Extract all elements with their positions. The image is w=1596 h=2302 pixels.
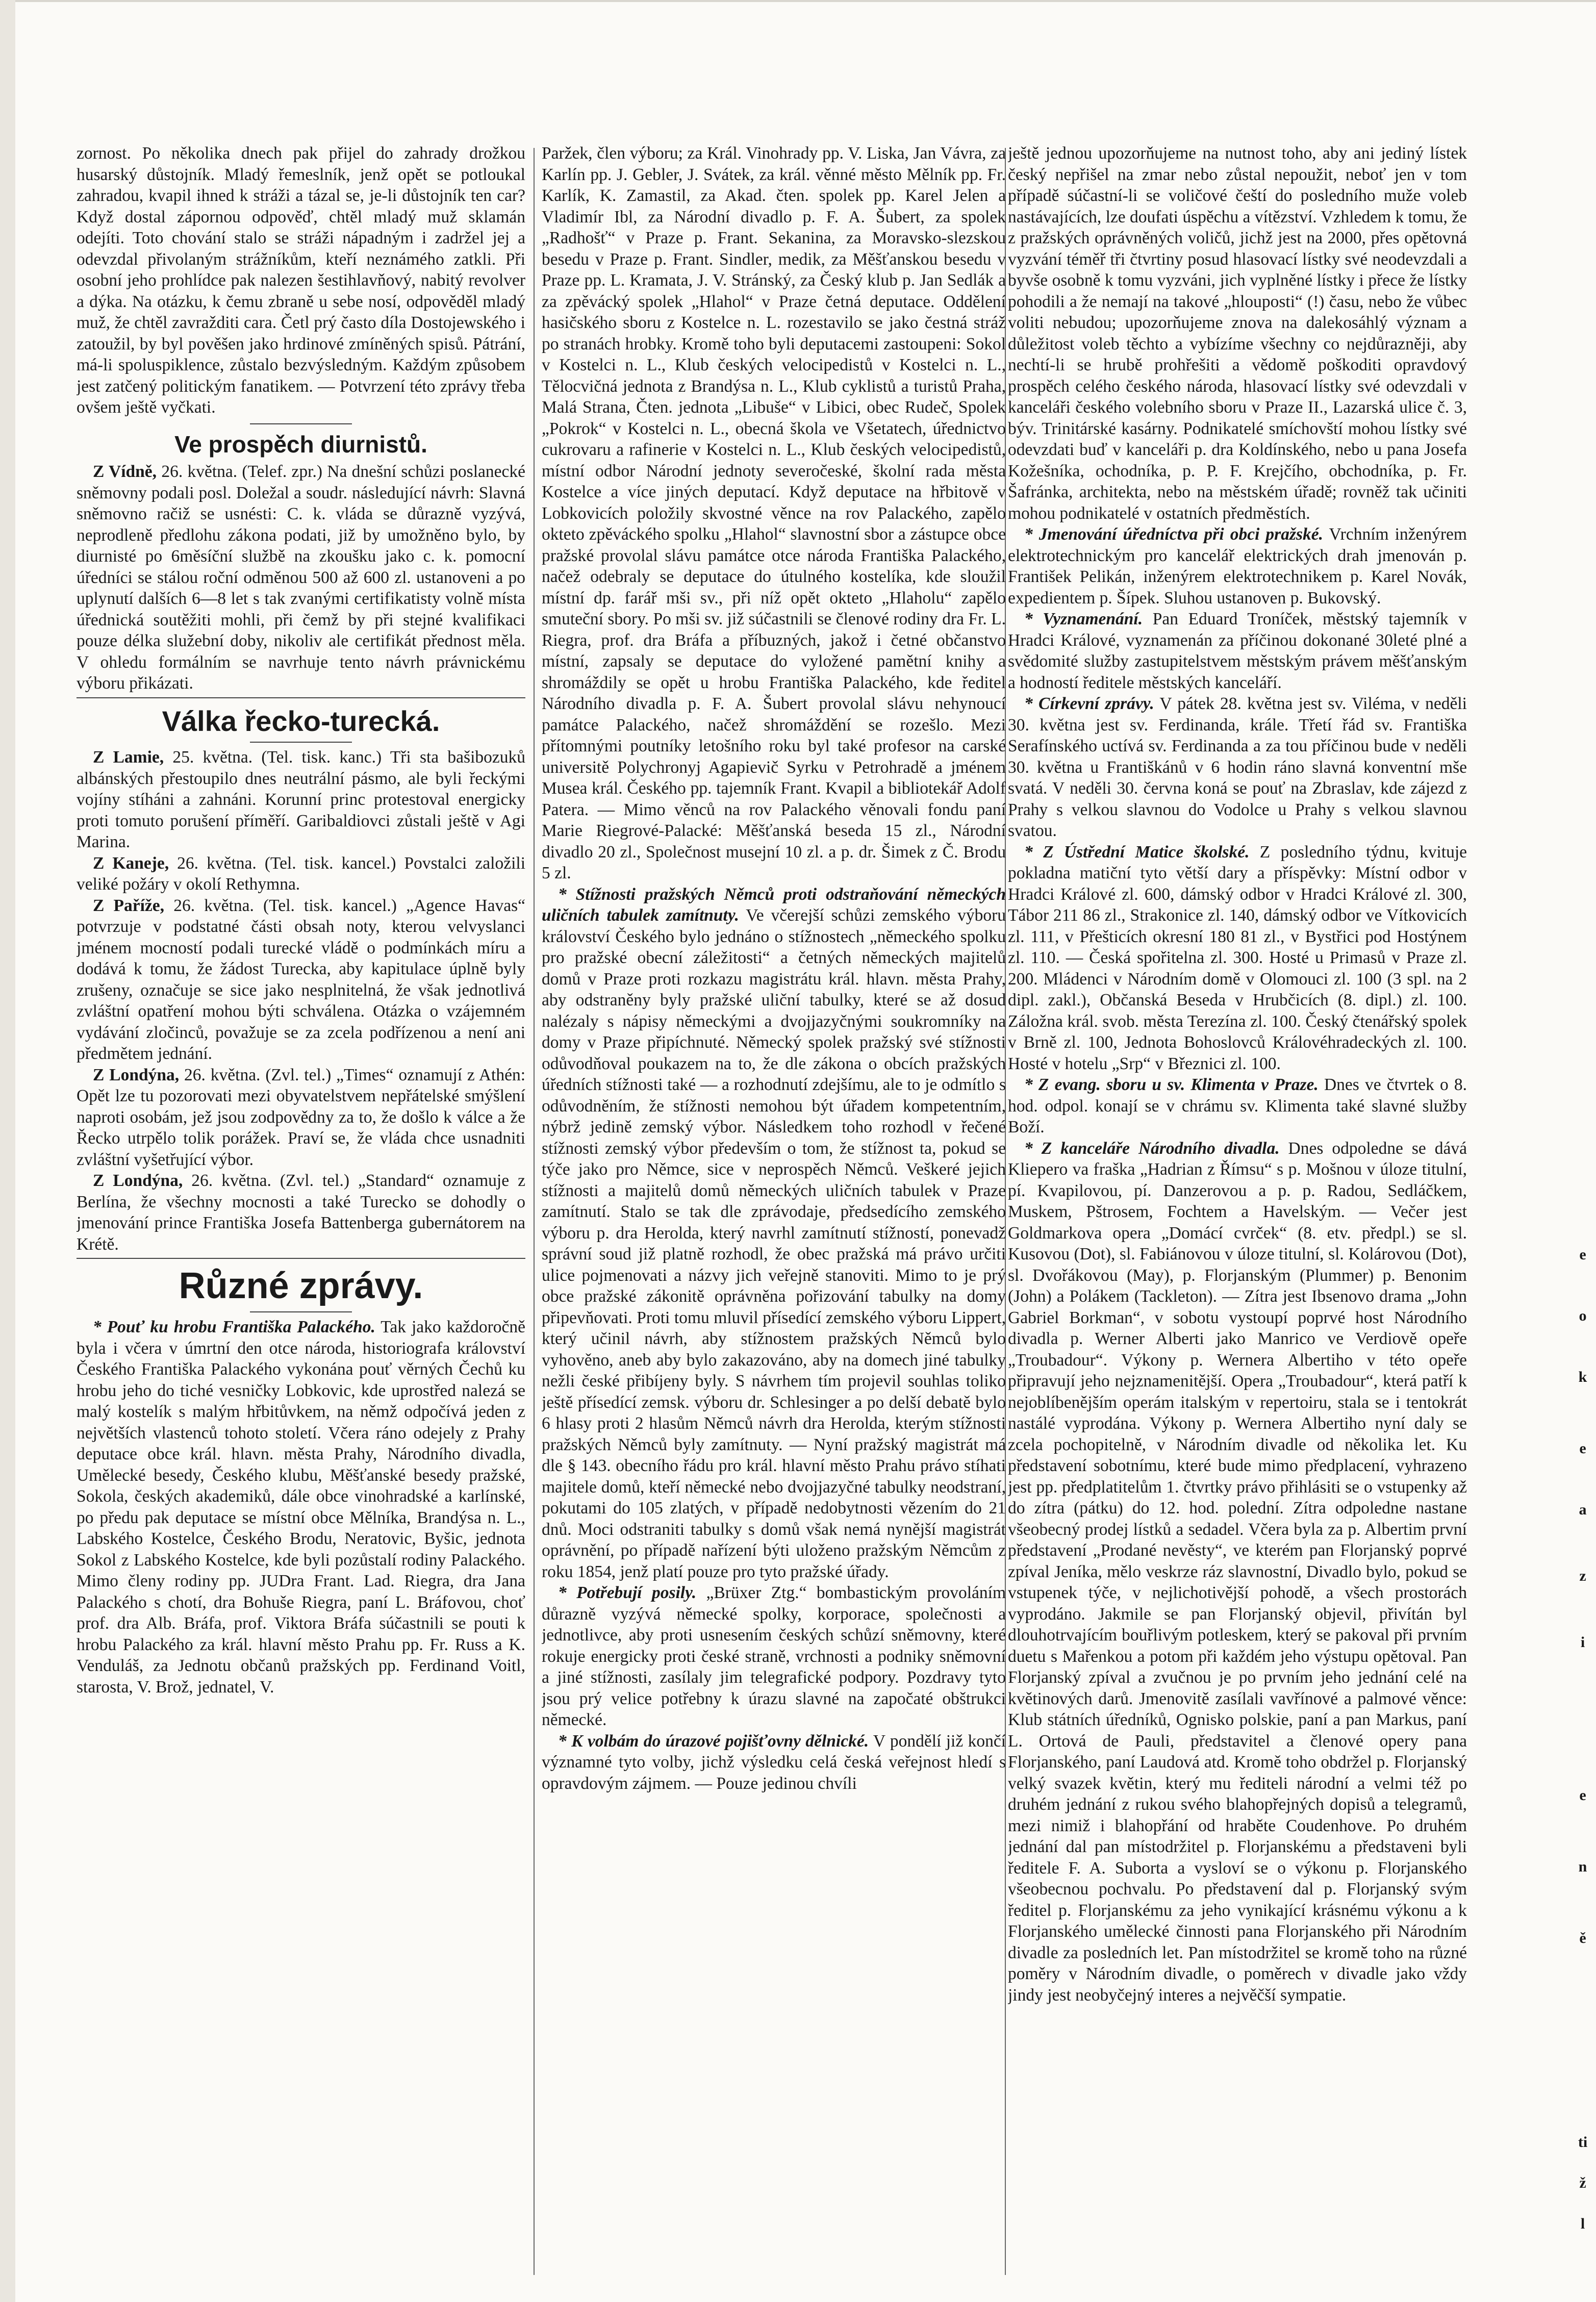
binding-strip (0, 0, 15, 2302)
column-1 (77, 143, 525, 2285)
news-item: * Pouť ku hrobu Františka Palackého. Tak jako každoročně byla i včera v úmrtní den otce národa, historiografa království Českého Františka Palackého vykonána pouť věrných Čechů ku hrobu jeho do tiché vesničky Lobkovic, kde uprostřed nalezá se malý kostelík s malým hřbitůvkem, na němž odpočívá jeden z největších vlastenců tohoto století. Včera ráno odejely z Prahy deputace obce král. hlavn. města Prahy, Národního divadla, Umělecké besedy, Českého klubu, Měšťanské besedy pražské, Sokola, českých akademiků, dále obce vinohradské a karlínské, po předu pak deputace se místní obce Mělníka, Brandýsa n. L., Labského Kostelce, Českého Brodu, Neratovic, Byšic, jednota Sokol z Labského Kostelce, kde byli pozůstalí rodiny Palackého. Mimo členy rodiny pp. JUDra Frant. Lad. Riegra, dra Jana Palackého s chotí, dra Bohuše Riegra, paní L. Bráfovou, choť prof. dra Alb. Bráfa, prof. Viktora Bráfa súčastnili se pouti k hrobu Palackého za král. hlavní město Prahu pp. Fr. Russ a K. Venduláš, za Jednotu občanů pražských pp. Ferdinand Voitl, starosta, V. Brož, jednatel, V. (77, 1318, 525, 1697)
rubric: * Vyznamenání. (1024, 610, 1143, 628)
margin-mark: l (1580, 2215, 1585, 2232)
margin-mark: e (1579, 1787, 1586, 1804)
dateline: Z Kaneje, (93, 853, 169, 873)
margin-mark: k (1578, 1369, 1587, 1385)
margin-mark: e (1579, 1246, 1586, 1263)
section-divider (77, 1258, 525, 1259)
news-item: * Jmenování úředníctva při obci pražské. Vrchním inženýrem elektrotechnickým pro kancelář elektrických drah jmenován p. František Pelikán, inženýrem elektrotechnikem p. Karel Novák, expedientem p. Šípek. Sluhou ustanoven p. Bukovský. (1008, 525, 1467, 608)
dateline: Z Vídně, (93, 462, 157, 482)
news-item: * K volbám do úrazové pojišťovny dělnické. V pondělí již končí významné tyto volby, jichž výsledku celá česká veřejnost hledí s opravdovým zájmem. — Pouze jedinou chvíli (542, 1731, 1006, 1793)
margin-mark: e (1579, 1440, 1586, 1457)
margin-mark: a (1579, 1501, 1587, 1518)
news-item: Z Lamie, 25. května. (Tel. tisk. kanc.) Tři sta bašibozuků albánských přestoupilo dnes neutrální pásmo, ale byli řeckými vojíny stíháni a zahnáni. Korunní princ protestoval energicky proti tomuto porušení příměří. Garibaldiovci zůstali ještě v Agi Marina. (77, 748, 525, 852)
dateline: Z Londýna, (93, 1065, 180, 1084)
section-divider (250, 423, 352, 424)
news-item: * Z kanceláře Národního divadla. Dnes odpoledne se dává Kliepero va fraška „Hadrian z Římsu“ s p. Mošnou v úloze titulní, pí. Kvapilovou, pí. Danzerovou a p. p. Radou, Sedláčkem, Muskem, Pštrosem, Fochtem a Havelským. — Večer jest Goldmarkova opera „Domácí cvrček“ (8. etv. předpl.) se sl. Kusovou (Dot), sl. Fabiánovou v úloze titulní, sl. Kolárovou (Dot), sl. Dvořákovou (May), p. Florjanským (Plummer) p. Benonim (John) a Polákem (Tackleton). — Zítra jest Ibsenovo drama „John Gabriel Borkman“, v sobotu vystoupí poprvé host Národního divadla p. Werner Alberti jako Manrico ve Verdiově opeře „Troubadour“. Výkony p. Wernera Albertiho v této opeře připravují jeho nejznamenitější. Opera „Troubadour“, která patří k nejoblíbenějším operám italským v repertoiru, stala se i tentokrát nastálé vyprodána. Výkony p. Wernera Albertiho nyní daly se zcela pochopitelně, v Národním divadle od několika let. Ku představení sobotnímu, které bude mimo předplacení, vyhrazeno jest pp. předplatitelům 1. čtvrtky právo přihlásiti se o vstupenky až do zítra (pátku) do 12. hod. polední. Zítra odpoledne nastane všeobecný prodej lístků a sedadel. Včera byla za p. Albertim první představení „Prodané nevěsty“, ve kterém pan Florjanský poprvé zpíval Jeníka, mělo veskrze ráz slavnostní, Divadlo bylo, pokud se vstupenek týče, v nejlichotivější pohodě, a všech prostorách vyprodáno. Jakmile se pan Florjanský objevil, přivítán byl dlouhotrvajícím bouřlivým potleskem, který se pakoval při prvním duetu s Mařenkou a potom při každém jeho výstupu opětoval. Pan Florjanský zpíval a zvučnou je po prvním jeho jednání celé na květinových darů. Jmenovitě zasílali vavřínové a palmové věnce: Klub státních úředníků, Ognisko polskie, paní a pan Markus, paní L. Ortová de Pauli, představitel a členové opery pana Florjanského, paní Laudová atd. Kromě toho obdržel p. Florjanský velký svazek květin, který mu řediteli národní a velmi též po druhém jednání z rukou svého blahopřejných dopisů a telegramů, mezi nimiž i blahopřání od hraběte Coudenhove. Po druhém jednání dal pan místodržitel p. Florjanskému a představeni byli ředitele F. A. Suborta a vysloví se o výkonu p. Florjanského všeobecnou pochvalu. Po představení dal p. Florjanský svým ředitel p. Florjanskému za jeho vynikající krásnému výkonu a k Florjanského umělecké činnosti pana Florjanského při Národním divadle za posledních let. Pan místodržitel se kromě toho na různé poměry v Národním divadle, o poměrech v divadle jako vždy jindy jest neobyčejný interes a nejvěčší sympatie. (1008, 1139, 1467, 2005)
news-item: * Církevní zprávy. V pátek 28. května jest sv. Viléma, v neděli 30. května jest sv. Ferdinanda, krále. Třetí řád sv. Františka Serafínského uctívá sv. Ferdinanda a za tou příčinou bude v neděli 30. května u Františkánů v 6 hodin ráno slavná konventní mše svatá. V neděli 30. června koná se pouť na Zbraslav, kde zájezd z Prahy s velkou slavnou do Vodolce u Prahy s velkou slavnou svatou. (1008, 694, 1467, 840)
rubric: * Potřebují posily. (558, 1583, 697, 1602)
article-continuation: Paržek, člen výboru; za Král. Vinohrady pp. V. Liska, Jan Vávra, za Karlín pp. J. Gebler, J. Svátek, za král. věnné město Mělník pp. Fr. Karlík, K. Zamastil, za Akad. čten. spolek pp. Karel Jelen a Vladimír Ibl, za Národní divadlo p. F. A. Šubert, za spolek „Radhošť“ v Praze p. Frant. Sekanina, za Moravsko-slezskou besedu v Praze p. Frant. Sindler, medik, za Měšťanskou besedu v Praze pp. L. Kramata, J. V. Stránský, za Český klub p. Jan Sedlák a za zpěvácký spolek „Hlahol“ v Praze četná deputace. Oddělení hasičského sboru z Kostelce n. L. rozestavilo se jako čestná stráž po stranách hrobky. Kromě toho byli deputacemi zastoupeni: Sokol v Kostelci n. L., Klub českých velocipedistů v Kostelci n. L., Tělocvičná jednota z Brandýsa n. L., Klub cyklistů a turistů Praha, Malá Strana, Čten. jednota „Libuše“ v Libici, obec Rudeč, Spolek „Pokrok“ v Kostelci n. L., obecná škola ve Všetatech, úřednictvo cukrovaru a rafinerie v Kostelci n. L., Klub českých velocipedistů, místní odbor Národní jednoty severočeské, školní rada města Kostelce a více jiných deputací. Když deputace na hřbitově v Lobkovicích položily skvostné věnce na rov Palackého, zapělo okteto zpěváckého spolku „Hlahol“ slavnostní sbor a zástupce obce pražské provolal slávu památce otce národa Františka Palackého, načež odebraly se deputace do útulného kostelíka, kde sloužil místní dp. farář mši sv., při níž opět okteto „Hlaholu“ zapělo smuteční sbory. Po mši sv. již súčastnili se členové rodiny dra Fr. L. Riegra, prof. dra Bráfa a příbuzných, jakož i četné občanstvo místní, zapsaly se deputace do vyložené pamětní knihy a shromáždily se opět u hrobu Františka Palackého, kde ředitel Národního divadla p. F. A. Šubert provolal slávu nehynoucí památce Palackého, načež shromáždění se rozešlo. Mezi přítomnými poutníky letošního roku byl také profesor na carské universitě Polychronyj Agapievič Syrku v Petrohradě a jménem Musea král. Českého pp. tajemník Frant. Kvapil a bibliotekář Adolf Patera. — Mimo věnců na rov Palackého věnovali fondu paní Marie Riegrové-Palacké: Měšťanská beseda 15 zl., Národní divadlo 20 zl., Společnost musejní 10 zl. a p. dr. Šimek z Č. Brodu 5 zl. (542, 144, 1006, 882)
news-item: * Z Ústřední Matice školské. Z posledního týdnu, kvituje pokladna matiční tyto větší dary a příspěvky: Místní odbor v Hradci Králové zl. 600, dámský odbor v Hradci Králové zl. 300, Tábor 211 86 zl., Strakonice zl. 140, dámský odbor ve Vítkovicích zl. 111, v Přešticích okresní 180 81 zl., v Bystřici pod Hostýnem zl. 110. — Česká spořitelna zl. 300. Hosté u Primasů v Praze zl. 200. Mládenci v Národním domě v Olomouci zl. 100 (3 spl. na 2 dipl. zakl.), Občanská Beseda v Hrubčicích (8. dipl.) zl. 100. Záložna král. svob. města Terezína zl. 100. Český čtenářský spolek v Brně zl. 100, Jednota Bohoslovců Královéhradeckých zl. 100. Hosté v hotelu „Srp“ v Březnici zl. 100. (1008, 842, 1467, 1073)
margin-mark: ž (1579, 2174, 1586, 2191)
rubric: * K volbám do úrazové pojišťovny dělnické. (558, 1731, 869, 1751)
rubric: * Z kanceláře Národního divadla. (1024, 1139, 1280, 1158)
news-item: * Potřebují posily. „Brüxer Ztg.“ bombastickým provoláním důrazně vyzývá německé spolky, korporace, společnosti a jednotlivce, aby proti usnesením českých schůzí sněmovny, které rokuje energicky proti české straně, vrchnosti a podniky sněmovní a jiné stížnosti, zasílaly jim telegrafické podpory. Pozdravy tyto jsou prý velice potřebny k úrazu slavné na započaté obštrukci německé. (542, 1583, 1006, 1729)
column-3 (1008, 143, 1467, 2285)
rubric: * Jmenování úředníctva při obci pražské. (1024, 525, 1324, 544)
rubric: * Stížnosti pražských Němců proti odstraňování německých uličních tabulek zamítnuty. (542, 884, 1006, 925)
rubric: * Církevní zprávy. (1024, 694, 1154, 713)
section-heading: Různé zprávy. (179, 1266, 423, 1307)
section-divider (77, 697, 525, 698)
news-item: * Vyznamenání. Pan Eduard Troníček, městský tajemník v Hradci Králové, vyznamenán za příčinou dokonané 30leté plné a svědomité služby zastupitelstvem městským právem měšťanským a hodností ředitele městských kanceláří. (1008, 610, 1467, 692)
column-2 (542, 143, 1006, 2285)
news-item: Z Paříže, 26. května. (Tel. tisk. kancel.) „Agence Havas“ potvrzuje v podstatné části obsah noty, kterou velvyslanci jménem mocností podali turecké vládě o podmínkách míru a dodává k tomu, že žádost Turecka, aby kapitulace úplně byly zrušeny, označuje se sice jako nesplnitelná, že však jednotlivá zvláštní opatření mohou býti schválena. Otázka o vzájemném vydávání zločinců, považuje se za zcela podřízenou a není ani předmětem jednání. (77, 896, 525, 1064)
section-divider (250, 1311, 352, 1312)
column-rule (534, 148, 535, 2275)
news-item: Z Londýna, 26. května. (Zvl. tel.) „Times“ oznamují z Athén: Opět lze tu pozorovati mezi obyvatelstvem nepřátelské smýšlení naproti osobám, jež jsou zodpovědny za to, že došlo k válce a že Řecko utrpělo tolik porážek. Praví se, že vláda chce usnadniti zvláštní vyšetřující výbor. (77, 1065, 525, 1169)
margin-mark: z (1579, 1567, 1586, 1584)
dateline: Z Lamie, (93, 748, 164, 767)
margin-mark: i (1580, 1634, 1585, 1651)
section-divider (250, 742, 352, 743)
article-continuation: ještě jednou upozorňujeme na nutnost toho, aby ani jediný lístek český nepřišel na zmar nebo zůstal nepoužit, neboť jen v tom případě súčastní-li se voličové čeští do posledního muže voleb nastávajících, lze doufati úspěchu a vítězství. Vzhledem k tomu, že z pražských oprávněných voličů, jichž jest na 2000, přes opětovná vyzvání téměř tři čtvrtiny posud hlasovací lístky své neodevzdali a byvše osobně k tomu vyzváni, jich vyplněné lístky i přece že lístky pohodili a že nemají na takové „hlouposti“ (!) času, nebo že vůbec voliti nebudou; upozorňujeme znova na dalekosáhlý význam a důležitost voleb těchto a vybízíme všechny co nejdůrazněji, aby nechtí-li se hrubě prohřešiti a vědomě poškoditi opravdový prospěch celého českého národa, hlasovací lístky své odevzdali v kanceláři českého volebního sboru v Praze II., Lazarská ulice č. 3, býv. Trinitárské kasárny. Podnikatelé smíchovští mohou lístky své odevzdati buď v kanceláři p. dra Koldínského, nebo u pana Josefa Kožešníka, ochodníka, p. P. F. Krejčího, obchodníka, p. Fr. Šafránka, architekta, nebo na městském úřadě; rovněž tak učiniti mohou podnikatelé v ostatních předměstích. (1008, 144, 1467, 523)
margin-mark: ě (1579, 1930, 1586, 1946)
margin-mark: ti (1578, 2134, 1588, 2151)
news-item: * Z evang. sboru u sv. Klimenta v Praze. Dnes ve čtvrtek o 8. hod. odpol. konají se v chrámu sv. Klimenta také slavné služby Boží. (1008, 1075, 1467, 1136)
rubric: * Pouť ku hrobu Františka Palackého. (93, 1318, 375, 1337)
dateline: Z Paříže, (93, 896, 165, 915)
news-item: * Stížnosti pražských Němců proti odstraňování německých uličních tabulek zamítnuty. Ve včerejší schůzi zemského výboru království Českého bylo jednáno o stížnostech „německého spolku pro pražské obecní záležitosti“ a četných německých majitelů domů v Praze proti rozkazu magistrátu král. hlavn. města Prahy, aby odstraněny byly pražské uliční tabulky, které se až dosud nalézaly s nápisy německými a dvojjazyčnými soukromníky na domy v Praze připíchnuté. Německý spolek pražský své stížnosti odůvodňoval poukazem na to, že dle zákona o obcích pražských úředních stížnosti také — a rozhodnutí zdejšímu, ale to je odmítlo s odůvodněním, že stížnosti nemohou být úřadem kompetentním, nýbrž jedině zemský výbor. Následkem toho rozhodl v řečené stížnosti zemský výbor především o tom, že stížnost ta, pokud se týče jako pro Němce, sice v neprospěch Němců. Veškeré jejich stížnosti a majitelů domů německých uličních tabulek v Praze zamítnutí. Stalo se tak dle zprávodaje, předsedícího zemského výboru p. dra Herolda, který navrhl zamítnutí stížností, ponevadž správní soud již platně rozhodl, že obec pražská má právo určiti ulice pojmenovati a názvy jich veřejně stanoviti. Mimo to je prý obce pražské zákonitě oprávněna pořizování tabulky na domy připevňovati. Proti tomu mluvil přísedící zemského výboru Lippert, který učinil návrh, aby stížnostem pražských Němců bylo vyhověno, aneb aby bylo zakazováno, aby na domech jiné tabulky nežli české přibíjeny byly. S návrhem tím projevil souhlas toliko ještě přísedící zemsk. výboru dr. Schlesinger a po delší debatě bylo 6 hlasy proti 2 hlasům Němců návrh dra Herolda, kterým stížnosti pražských Němců byly zamítnuty. — Nyní pražský magistrát má dle § 143. obecního řádu pro král. hlavní město Prahu právo stíhati majitele domů, kteří německé nebo dvojjazyčné tabulky neodstraní, pokutami do 105 zlatých, v případě nedobytnosti vězením do 21 dnů. Moci odstraniti tabulky s domů však nemá nynější magistrát oprávnění, po případě nařízení býti uloženo pražským Němcům z roku 1854, jenž platí pouze pro tyto pražské úřady. (542, 884, 1006, 1581)
scan-edge (0, 0, 1596, 2)
news-item: Z Kaneje, 26. května. (Tel. tisk. kancel.) Povstalci založili veliké požáry v okolí Rethymna. (77, 853, 525, 894)
rubric: * Z Ústřední Matice školské. (1024, 842, 1250, 862)
section-heading: Ve prospěch diurnistů. (174, 431, 427, 458)
margin-mark: n (1578, 1858, 1587, 1875)
section-heading: Válka řecko-turecká. (162, 704, 440, 737)
news-item: Z Londýna, 26. května. (Zvl. tel.) „Standard“ oznamuje z Berlína, že všechny mocnosti a také Turecko se dohodly o jmenování prince Františka Josefa Battenberga gubernátorem na Krétě. (77, 1171, 525, 1254)
dateline: Z Londýna, (93, 1171, 183, 1191)
margin-mark: o (1579, 1307, 1587, 1324)
news-item: Z Vídně, 26. května. (Telef. zpr.) Na dnešní schůzi poslanecké sněmovny podali posl. Doležal a soudr. následující návrh: Slavná sněmovno račiž se usnésti: C. k. vláda se důrazně vyzývá, neprodleně předlohu zákona podati, již by umožněno bylo, by diurnisté po 6měsíční službě na zkoušku jako c. k. pomocní úředníci se stálou roční odměnou 500 až 600 zl. ustanoveni a po uplynutí dalších 6—8 let s tak zvanými certifikatisty volně místa úřednická soutěžiti mohli, při čemž by při stejné kvalifikaci pouze délka služební doby, nikoliv ale certifikát přednost měla. V ohledu formálním se navrhuje tento návrh právnickému výboru přikázati. (77, 462, 525, 693)
article-continuation: zornost. Po několika dnech pak přijel do zahrady drožkou husarský důstojník. Mladý řemeslník, jenž opět se potloukal zahradou, kvapil ihned k stráži a tázal se, je-li důstojník ten car? Když dostal zápornou odpověď, chtěl mladý muž sklamán odejíti. Toto chování stalo se stráži nápadným i zadržel jej a odevzdal přivolaným strážníkům, kteří neznámého zatkli. Při osobní jeho prohlídce pak nalezen šestihlavňový, nabitý revolver a dýka. Na otázku, k čemu zbraně u sebe nosí, odpověděl mladý muž, že chtěl zavražditi cara. Četl prý často díla Dostojewského i zatoužil, by byl pověšen jako hrdinové zmíněných spisů. Pátrání, má-li spoluspiklence, zůstalo bezvýsledným. Každým způsobem jest zatčený politickým fanatikem. — Potvrzení této zprávy třeba ovšem ještě vyčkati. (77, 144, 525, 417)
rubric: * Z evang. sboru u sv. Klimenta v Praze. (1024, 1075, 1319, 1094)
